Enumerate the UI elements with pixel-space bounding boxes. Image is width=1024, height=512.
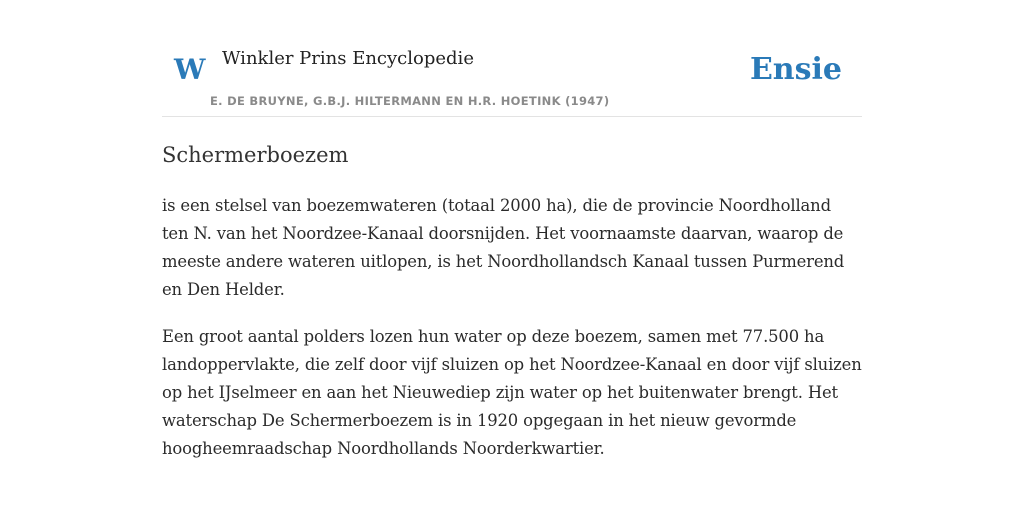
entry-paragraph: Een groot aantal polders lozen hun water op deze boezem, samen met 77.500 ha landoppervlakte, die zelf door vijf sluizen op het Noordzee-Kanaal en door vijf sluizen op het IJselmeer en aan het Nieuwediep zijn water op het buitenwater brengt. Het waterschap De Schermerboezem is in 1920 opgegaan in het nieuw gevormde hoogheemraadschap Noordhollands Noorderkwartier. (162, 327, 862, 458)
source-header (162, 0, 862, 117)
ensie-logo-link[interactable]: Ensie (749, 52, 842, 87)
source-authors: E. DE BRUYNE, G.B.J. HILTERMANN EN H.R. HOETINK (1947) (210, 94, 610, 108)
entry-title: Schermerboezem (162, 143, 349, 167)
source-logo[interactable]: W (174, 53, 206, 86)
article-card (162, 0, 862, 512)
entry-body (162, 192, 862, 482)
entry-paragraph: is een stelsel van boezemwateren (totaal 2000 ha), die de provincie Noordholland ten N. van het Noordzee-Kanaal doorsnijden. Het voornaamste daarvan, waarop de meeste andere wateren uitlopen, is het Noordhollandsch Kanaal tussen Purmerend en Den Helder. (162, 196, 845, 299)
source-title-link[interactable]: Winkler Prins Encyclopedie (222, 48, 474, 69)
